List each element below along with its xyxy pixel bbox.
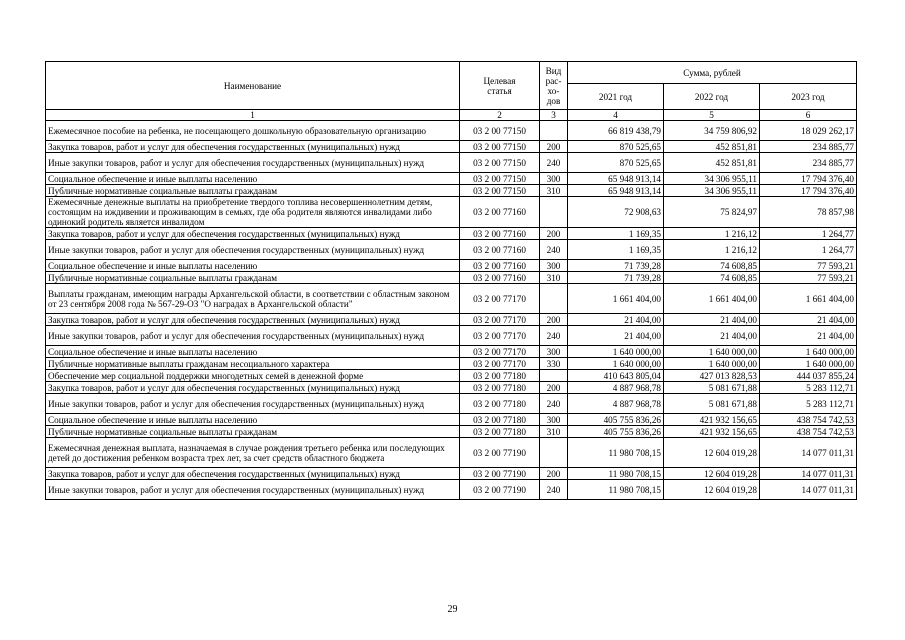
table-row [46,358,857,370]
row-target-article-cell: 03 2 00 77180 [460,414,540,426]
row-sum-2023-cell: 77 593,21 [760,272,857,284]
column-number: 4 [568,110,664,121]
row-target-article-cell: 03 2 00 77180 [460,370,540,382]
table-row [46,240,857,260]
row-sum-2022-cell: 427 013 828,53 [664,370,760,382]
row-sum-2023-cell: 77 593,21 [760,260,857,272]
row-name-cell [46,414,460,426]
row-sum-2022-cell: 5 081 671,88 [664,394,760,414]
row-expense-type-cell: 300 [540,414,568,426]
row-name-cell [46,468,460,480]
row-expense-type-cell: 200 [540,314,568,326]
row-sum-2021-cell: 1 661 404,00 [568,284,664,314]
row-sum-2022-cell: 1 640 000,00 [664,346,760,358]
table-row [46,153,857,173]
table-row [46,284,857,314]
row-name-text: Закупка товаров, работ и услуг для обеспечения государственных (муниципальных) нужд [48,468,400,479]
row-sum-2023-cell: 5 283 112,71 [760,394,857,414]
row-sum-2022-cell: 34 306 955,11 [664,173,760,185]
row-target-article-cell: 03 2 00 77150 [460,153,540,173]
row-name-cell [46,438,460,468]
row-name-cell [46,358,460,370]
row-name-text: Закупка товаров, работ и услуг для обеспечения государственных (муниципальных) нужд [48,382,400,393]
row-name-text: Социальное обеспечение и иные выплаты населению [48,414,258,425]
row-sum-2022-cell: 1 640 000,00 [664,358,760,370]
row-sum-2021-cell: 4 887 968,78 [568,394,664,414]
row-sum-2021-cell: 11 980 708,15 [568,438,664,468]
row-sum-2022-cell: 12 604 019,28 [664,480,760,500]
row-sum-2023-cell: 18 029 262,17 [760,121,857,141]
row-expense-type-cell: 300 [540,346,568,358]
table-row [46,326,857,346]
row-name-cell [46,260,460,272]
row-name-cell [46,141,460,153]
row-expense-type-cell: 240 [540,394,568,414]
header-target-article: Целевая статья [460,62,540,110]
row-sum-2021-cell: 71 739,28 [568,260,664,272]
row-name-cell [46,173,460,185]
table-row [46,260,857,272]
row-expense-type-cell: 240 [540,326,568,346]
row-name-cell [46,153,460,173]
row-sum-2022-cell: 12 604 019,28 [664,438,760,468]
row-sum-2022-cell: 12 604 019,28 [664,468,760,480]
row-name-text: Социальное обеспечение и иные выплаты населению [48,260,258,271]
row-target-article-cell: 03 2 00 77170 [460,314,540,326]
header-sum: Сумма, рублей [568,62,857,84]
row-sum-2022-cell: 452 851,81 [664,153,760,173]
row-name-text: Ежемесячное пособие на ребенка, не посещающего дошкольную образовательную организацию [48,125,426,136]
table-row [46,426,857,438]
row-name-cell [46,426,460,438]
row-expense-type-cell: 330 [540,358,568,370]
row-target-article-cell: 03 2 00 77190 [460,480,540,500]
row-expense-type-cell: 310 [540,185,568,197]
row-name-cell [46,228,460,240]
row-target-article-cell: 03 2 00 77180 [460,382,540,394]
table-row [46,314,857,326]
row-name-text: Иные закупки товаров, работ и услуг для обеспечения государственных (муниципальных) нужд [48,484,425,495]
row-name-text: Иные закупки товаров, работ и услуг для обеспечения государственных (муниципальных) нужд [48,157,425,168]
row-target-article-cell: 03 2 00 77170 [460,284,540,314]
row-name-cell [46,480,460,500]
row-sum-2021-cell: 21 404,00 [568,314,664,326]
row-name-cell [46,346,460,358]
row-sum-2021-cell: 870 525,65 [568,141,664,153]
row-target-article-cell: 03 2 00 77160 [460,240,540,260]
row-expense-type-cell [540,284,568,314]
budget-table [45,61,857,500]
row-target-article-cell: 03 2 00 77160 [460,197,540,228]
row-sum-2023-cell: 444 037 855,24 [760,370,857,382]
row-sum-2022-cell: 1 661 404,00 [664,284,760,314]
row-sum-2022-cell: 74 608,85 [664,272,760,284]
row-sum-2023-cell: 14 077 011,31 [760,438,857,468]
row-sum-2021-cell: 11 980 708,15 [568,480,664,500]
page-number: 29 [447,604,458,615]
row-name-text: Публичные нормативные социальные выплаты гражданам [48,185,278,196]
table-row [46,370,857,382]
column-number: 3 [540,110,568,121]
row-sum-2023-cell: 1 640 000,00 [760,346,857,358]
row-sum-2021-cell: 405 755 836,26 [568,414,664,426]
row-sum-2021-cell: 870 525,65 [568,153,664,173]
row-sum-2023-cell: 17 794 376,40 [760,185,857,197]
row-target-article-cell: 03 2 00 77150 [460,141,540,153]
row-name-text: Закупка товаров, работ и услуг для обеспечения государственных (муниципальных) нужд [48,228,400,239]
row-expense-type-cell: 300 [540,260,568,272]
row-target-article-cell: 03 2 00 77170 [460,326,540,346]
row-sum-2022-cell: 21 404,00 [664,314,760,326]
row-expense-type-cell [540,121,568,141]
row-target-article-cell: 03 2 00 77190 [460,468,540,480]
row-name-cell [46,185,460,197]
table-row [46,346,857,358]
row-target-article-cell: 03 2 00 77160 [460,228,540,240]
row-name-text: Ежемесячные денежные выплаты на приобретение твердого топлива несовершеннолетним детям, состоящим на иждивении и проживающим в семьях, где оба родителя являются инвалидами либо одинокий родитель является инвалидом [48,197,433,227]
row-target-article-cell: 03 2 00 77170 [460,346,540,358]
row-name-text: Закупка товаров, работ и услуг для обеспечения государственных (муниципальных) нужд [48,314,400,325]
row-expense-type-cell: 200 [540,141,568,153]
row-target-article-cell: 03 2 00 77150 [460,121,540,141]
table-row [46,394,857,414]
row-name-text: Ежемесячная денежная выплата, назначаемая в случае рождения третьего ребенка или последующих детей до достижения ребенком возраста трех лет, за счет средств областного бюджета [48,442,445,463]
row-expense-type-cell [540,370,568,382]
row-expense-type-cell: 200 [540,382,568,394]
row-sum-2023-cell: 17 794 376,40 [760,173,857,185]
row-name-cell [46,284,460,314]
row-name-text: Иные закупки товаров, работ и услуг для обеспечения государственных (муниципальных) нужд [48,398,425,409]
row-sum-2022-cell: 421 932 156,65 [664,426,760,438]
row-sum-2023-cell: 1 640 000,00 [760,358,857,370]
row-name-text: Публичные нормативные выплаты гражданам несоциального характера [48,358,330,369]
row-target-article-cell: 03 2 00 77150 [460,173,540,185]
row-sum-2022-cell: 421 932 156,65 [664,414,760,426]
table-row [46,197,857,228]
row-name-cell [46,272,460,284]
table-row [46,173,857,185]
column-number-row [46,110,857,121]
row-name-cell [46,240,460,260]
row-expense-type-cell: 200 [540,228,568,240]
table-row [46,185,857,197]
column-number: 5 [664,110,760,121]
row-sum-2023-cell: 21 404,00 [760,314,857,326]
row-target-article-cell: 03 2 00 77160 [460,260,540,272]
column-number: 1 [46,110,460,121]
table-row [46,468,857,480]
row-sum-2023-cell: 1 264,77 [760,240,857,260]
row-sum-2023-cell: 438 754 742,53 [760,414,857,426]
row-name-cell [46,382,460,394]
header-row-top [46,62,857,84]
row-name-cell [46,370,460,382]
row-sum-2021-cell: 410 643 805,04 [568,370,664,382]
row-sum-2021-cell: 72 908,63 [568,197,664,228]
header-expense-type: Вид рас- хо- дов [540,62,568,110]
row-sum-2023-cell: 1 661 404,00 [760,284,857,314]
row-sum-2023-cell: 5 283 112,71 [760,382,857,394]
row-target-article-cell: 03 2 00 77180 [460,394,540,414]
row-target-article-cell: 03 2 00 77190 [460,438,540,468]
column-number: 2 [460,110,540,121]
row-sum-2022-cell: 34 759 806,92 [664,121,760,141]
row-target-article-cell: 03 2 00 77170 [460,358,540,370]
row-sum-2022-cell: 5 081 671,88 [664,382,760,394]
header-year-2021: 2021 год [568,84,664,110]
row-expense-type-cell [540,438,568,468]
row-sum-2021-cell: 65 948 913,14 [568,185,664,197]
row-name-text: Иные закупки товаров, работ и услуг для обеспечения государственных (муниципальных) нужд [48,330,425,341]
column-number: 6 [760,110,857,121]
row-expense-type-cell: 300 [540,173,568,185]
row-sum-2022-cell: 74 608,85 [664,260,760,272]
row-sum-2021-cell: 4 887 968,78 [568,382,664,394]
row-sum-2023-cell: 438 754 742,53 [760,426,857,438]
row-sum-2023-cell: 14 077 011,31 [760,480,857,500]
row-sum-2021-cell: 65 948 913,14 [568,173,664,185]
row-sum-2022-cell: 34 306 955,11 [664,185,760,197]
table-row [46,121,857,141]
table-body [46,62,857,500]
row-expense-type-cell: 240 [540,480,568,500]
row-target-article-cell: 03 2 00 77150 [460,185,540,197]
header-year-2022: 2022 год [664,84,760,110]
table-row [46,272,857,284]
row-name-text: Социальное обеспечение и иные выплаты населению [48,173,258,184]
header-name: Наименование [46,62,460,110]
row-sum-2021-cell: 1 640 000,00 [568,358,664,370]
row-expense-type-cell [540,197,568,228]
row-name-cell [46,314,460,326]
row-name-text: Обеспечение мер социальной поддержки многодетных семей в денежной форме [48,370,364,381]
row-name-cell [46,326,460,346]
row-sum-2021-cell: 1 169,35 [568,240,664,260]
row-name-text: Закупка товаров, работ и услуг для обеспечения государственных (муниципальных) нужд [48,141,400,152]
row-sum-2021-cell: 405 755 836,26 [568,426,664,438]
table-row [46,382,857,394]
row-expense-type-cell: 310 [540,426,568,438]
row-name-text: Выплаты гражданам, имеющим награды Архангельской области, в соответствии с областным законом от 23 сентября 2008 года № 567-29-ОЗ "О наградах в Архангельской области" [48,288,450,309]
table-row [46,228,857,240]
row-name-text: Социальное обеспечение и иные выплаты населению [48,346,258,357]
row-name-cell [46,121,460,141]
row-sum-2022-cell: 21 404,00 [664,326,760,346]
row-name-cell [46,394,460,414]
row-expense-type-cell: 240 [540,153,568,173]
row-sum-2022-cell: 1 216,12 [664,228,760,240]
row-expense-type-cell: 310 [540,272,568,284]
row-sum-2021-cell: 1 169,35 [568,228,664,240]
table-row [46,141,857,153]
row-sum-2023-cell: 234 885,77 [760,153,857,173]
row-sum-2022-cell: 1 216,12 [664,240,760,260]
row-sum-2021-cell: 21 404,00 [568,326,664,346]
row-sum-2021-cell: 71 739,28 [568,272,664,284]
row-name-text: Иные закупки товаров, работ и услуг для обеспечения государственных (муниципальных) нужд [48,244,425,255]
row-sum-2021-cell: 66 819 438,79 [568,121,664,141]
table-row [46,414,857,426]
row-sum-2022-cell: 75 824,97 [664,197,760,228]
row-name-text: Публичные нормативные социальные выплаты гражданам [48,426,278,437]
row-sum-2023-cell: 1 264,77 [760,228,857,240]
row-expense-type-cell: 200 [540,468,568,480]
row-sum-2023-cell: 21 404,00 [760,326,857,346]
row-name-cell [46,197,460,228]
row-target-article-cell: 03 2 00 77160 [460,272,540,284]
table-row [46,480,857,500]
row-target-article-cell: 03 2 00 77180 [460,426,540,438]
table-row [46,438,857,468]
row-sum-2022-cell: 452 851,81 [664,141,760,153]
row-sum-2021-cell: 1 640 000,00 [568,346,664,358]
row-expense-type-cell: 240 [540,240,568,260]
row-sum-2023-cell: 234 885,77 [760,141,857,153]
row-sum-2023-cell: 14 077 011,31 [760,468,857,480]
row-name-text: Публичные нормативные социальные выплаты гражданам [48,272,278,283]
row-sum-2021-cell: 11 980 708,15 [568,468,664,480]
row-sum-2023-cell: 78 857,98 [760,197,857,228]
header-year-2023: 2023 год [760,84,857,110]
